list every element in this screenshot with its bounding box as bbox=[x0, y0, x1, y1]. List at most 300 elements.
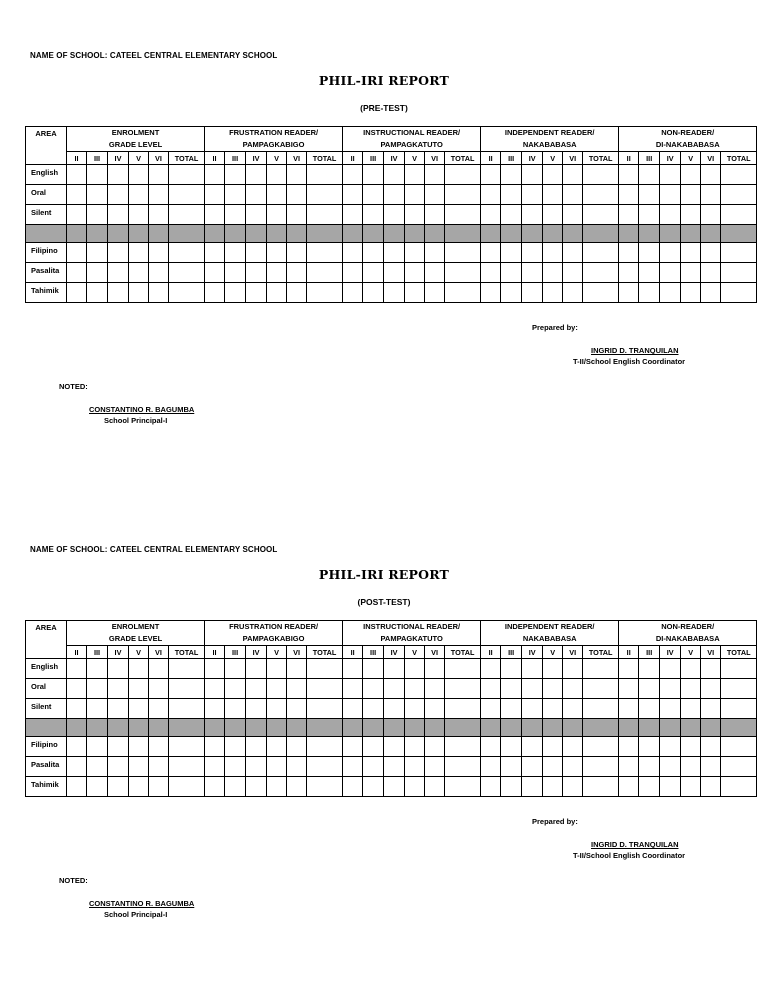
table-cell[interactable] bbox=[721, 679, 757, 699]
table-cell[interactable] bbox=[149, 699, 169, 719]
table-cell[interactable] bbox=[445, 165, 481, 185]
table-cell[interactable] bbox=[363, 777, 384, 797]
table-cell[interactable] bbox=[583, 263, 619, 283]
table-cell[interactable] bbox=[363, 225, 384, 243]
table-cell[interactable] bbox=[343, 737, 363, 757]
table-cell[interactable] bbox=[619, 757, 639, 777]
table-cell[interactable] bbox=[108, 777, 129, 797]
table-cell[interactable] bbox=[543, 243, 563, 263]
table-cell[interactable] bbox=[660, 737, 681, 757]
table-cell[interactable] bbox=[108, 225, 129, 243]
table-cell[interactable] bbox=[129, 243, 149, 263]
table-cell[interactable] bbox=[563, 777, 583, 797]
table-cell[interactable] bbox=[563, 283, 583, 303]
table-cell[interactable] bbox=[225, 757, 246, 777]
table-cell[interactable] bbox=[246, 165, 267, 185]
table-cell[interactable] bbox=[343, 243, 363, 263]
table-cell[interactable] bbox=[701, 719, 721, 737]
table-cell[interactable] bbox=[501, 679, 522, 699]
table-cell[interactable] bbox=[660, 699, 681, 719]
table-cell[interactable] bbox=[501, 165, 522, 185]
table-cell[interactable] bbox=[205, 699, 225, 719]
table-cell[interactable] bbox=[67, 737, 87, 757]
table-cell[interactable] bbox=[129, 283, 149, 303]
table-cell[interactable] bbox=[67, 757, 87, 777]
table-cell[interactable] bbox=[343, 185, 363, 205]
table-cell[interactable] bbox=[246, 757, 267, 777]
table-cell[interactable] bbox=[267, 737, 287, 757]
table-cell[interactable] bbox=[522, 225, 543, 243]
table-cell[interactable] bbox=[169, 263, 205, 283]
table-cell[interactable] bbox=[583, 243, 619, 263]
table-cell[interactable] bbox=[129, 225, 149, 243]
table-cell[interactable] bbox=[363, 205, 384, 225]
table-cell[interactable] bbox=[522, 719, 543, 737]
table-cell[interactable] bbox=[425, 757, 445, 777]
table-cell[interactable] bbox=[384, 737, 405, 757]
table-cell[interactable] bbox=[87, 699, 108, 719]
table-cell[interactable] bbox=[267, 283, 287, 303]
table-cell[interactable] bbox=[205, 225, 225, 243]
table-cell[interactable] bbox=[701, 243, 721, 263]
table-cell[interactable] bbox=[619, 243, 639, 263]
table-cell[interactable] bbox=[405, 263, 425, 283]
table-cell[interactable] bbox=[681, 165, 701, 185]
table-cell[interactable] bbox=[307, 205, 343, 225]
table-cell[interactable] bbox=[169, 243, 205, 263]
table-cell[interactable] bbox=[205, 283, 225, 303]
table-cell[interactable] bbox=[405, 165, 425, 185]
table-cell[interactable] bbox=[522, 243, 543, 263]
table-cell[interactable] bbox=[660, 243, 681, 263]
table-cell[interactable] bbox=[343, 777, 363, 797]
table-cell[interactable] bbox=[619, 737, 639, 757]
table-cell[interactable] bbox=[384, 263, 405, 283]
table-cell[interactable] bbox=[307, 659, 343, 679]
table-cell[interactable] bbox=[563, 659, 583, 679]
table-cell[interactable] bbox=[660, 757, 681, 777]
table-cell[interactable] bbox=[405, 699, 425, 719]
table-cell[interactable] bbox=[701, 757, 721, 777]
table-cell[interactable] bbox=[681, 225, 701, 243]
table-cell[interactable] bbox=[681, 699, 701, 719]
table-cell[interactable] bbox=[87, 679, 108, 699]
table-cell[interactable] bbox=[343, 679, 363, 699]
table-cell[interactable] bbox=[660, 263, 681, 283]
table-cell[interactable] bbox=[384, 679, 405, 699]
table-cell[interactable] bbox=[721, 757, 757, 777]
table-cell[interactable] bbox=[639, 263, 660, 283]
table-cell[interactable] bbox=[287, 719, 307, 737]
table-cell[interactable] bbox=[108, 679, 129, 699]
table-cell[interactable] bbox=[501, 283, 522, 303]
table-cell[interactable] bbox=[701, 737, 721, 757]
table-cell[interactable] bbox=[87, 719, 108, 737]
table-cell[interactable] bbox=[129, 699, 149, 719]
table-cell[interactable] bbox=[660, 185, 681, 205]
table-cell[interactable] bbox=[246, 205, 267, 225]
table-cell[interactable] bbox=[681, 283, 701, 303]
table-cell[interactable] bbox=[619, 283, 639, 303]
table-cell[interactable] bbox=[445, 679, 481, 699]
table-cell[interactable] bbox=[267, 205, 287, 225]
table-cell[interactable] bbox=[205, 185, 225, 205]
table-cell[interactable] bbox=[681, 777, 701, 797]
table-cell[interactable] bbox=[363, 699, 384, 719]
table-cell[interactable] bbox=[681, 737, 701, 757]
table-cell[interactable] bbox=[246, 719, 267, 737]
table-cell[interactable] bbox=[583, 225, 619, 243]
table-cell[interactable] bbox=[563, 263, 583, 283]
table-cell[interactable] bbox=[619, 679, 639, 699]
table-cell[interactable] bbox=[169, 737, 205, 757]
table-cell[interactable] bbox=[583, 283, 619, 303]
table-cell[interactable] bbox=[169, 205, 205, 225]
table-cell[interactable] bbox=[267, 699, 287, 719]
table-cell[interactable] bbox=[267, 263, 287, 283]
table-cell[interactable] bbox=[307, 263, 343, 283]
table-cell[interactable] bbox=[501, 205, 522, 225]
table-cell[interactable] bbox=[246, 699, 267, 719]
table-cell[interactable] bbox=[660, 165, 681, 185]
table-cell[interactable] bbox=[481, 659, 501, 679]
table-cell[interactable] bbox=[246, 737, 267, 757]
table-cell[interactable] bbox=[721, 699, 757, 719]
table-cell[interactable] bbox=[108, 205, 129, 225]
table-cell[interactable] bbox=[87, 243, 108, 263]
table-cell[interactable] bbox=[425, 185, 445, 205]
table-cell[interactable] bbox=[287, 659, 307, 679]
table-cell[interactable] bbox=[543, 659, 563, 679]
table-cell[interactable] bbox=[481, 185, 501, 205]
table-cell[interactable] bbox=[501, 225, 522, 243]
table-cell[interactable] bbox=[660, 659, 681, 679]
table-cell[interactable] bbox=[721, 225, 757, 243]
table-cell[interactable] bbox=[225, 205, 246, 225]
table-cell[interactable] bbox=[481, 263, 501, 283]
table-cell[interactable] bbox=[384, 205, 405, 225]
table-cell[interactable] bbox=[681, 185, 701, 205]
table-cell[interactable] bbox=[169, 777, 205, 797]
table-cell[interactable] bbox=[225, 243, 246, 263]
table-cell[interactable] bbox=[363, 679, 384, 699]
table-cell[interactable] bbox=[721, 205, 757, 225]
table-cell[interactable] bbox=[501, 757, 522, 777]
table-cell[interactable] bbox=[425, 777, 445, 797]
table-cell[interactable] bbox=[343, 757, 363, 777]
table-cell[interactable] bbox=[384, 699, 405, 719]
table-cell[interactable] bbox=[363, 243, 384, 263]
table-cell[interactable] bbox=[149, 737, 169, 757]
table-cell[interactable] bbox=[563, 719, 583, 737]
table-cell[interactable] bbox=[543, 757, 563, 777]
table-cell[interactable] bbox=[543, 719, 563, 737]
table-cell[interactable] bbox=[405, 757, 425, 777]
table-cell[interactable] bbox=[129, 757, 149, 777]
table-cell[interactable] bbox=[701, 185, 721, 205]
table-cell[interactable] bbox=[287, 699, 307, 719]
table-cell[interactable] bbox=[721, 659, 757, 679]
table-cell[interactable] bbox=[307, 283, 343, 303]
table-cell[interactable] bbox=[522, 699, 543, 719]
table-cell[interactable] bbox=[583, 777, 619, 797]
table-cell[interactable] bbox=[445, 719, 481, 737]
table-cell[interactable] bbox=[267, 777, 287, 797]
table-cell[interactable] bbox=[425, 283, 445, 303]
table-cell[interactable] bbox=[522, 757, 543, 777]
table-cell[interactable] bbox=[563, 243, 583, 263]
table-cell[interactable] bbox=[639, 243, 660, 263]
table-cell[interactable] bbox=[87, 225, 108, 243]
table-cell[interactable] bbox=[563, 165, 583, 185]
table-cell[interactable] bbox=[445, 205, 481, 225]
table-cell[interactable] bbox=[67, 777, 87, 797]
table-cell[interactable] bbox=[307, 185, 343, 205]
table-cell[interactable] bbox=[543, 263, 563, 283]
table-cell[interactable] bbox=[425, 165, 445, 185]
table-cell[interactable] bbox=[287, 185, 307, 205]
table-cell[interactable] bbox=[445, 659, 481, 679]
table-cell[interactable] bbox=[701, 225, 721, 243]
table-cell[interactable] bbox=[481, 679, 501, 699]
table-cell[interactable] bbox=[639, 719, 660, 737]
table-cell[interactable] bbox=[522, 185, 543, 205]
table-cell[interactable] bbox=[205, 205, 225, 225]
table-cell[interactable] bbox=[445, 263, 481, 283]
table-cell[interactable] bbox=[583, 679, 619, 699]
table-cell[interactable] bbox=[425, 243, 445, 263]
table-cell[interactable] bbox=[225, 165, 246, 185]
table-cell[interactable] bbox=[583, 165, 619, 185]
table-cell[interactable] bbox=[307, 737, 343, 757]
table-cell[interactable] bbox=[583, 757, 619, 777]
table-cell[interactable] bbox=[660, 777, 681, 797]
table-cell[interactable] bbox=[129, 737, 149, 757]
table-cell[interactable] bbox=[225, 737, 246, 757]
table-cell[interactable] bbox=[721, 185, 757, 205]
table-cell[interactable] bbox=[583, 737, 619, 757]
table-cell[interactable] bbox=[267, 243, 287, 263]
table-cell[interactable] bbox=[225, 679, 246, 699]
table-cell[interactable] bbox=[169, 185, 205, 205]
table-cell[interactable] bbox=[149, 679, 169, 699]
table-cell[interactable] bbox=[405, 719, 425, 737]
table-cell[interactable] bbox=[445, 699, 481, 719]
table-cell[interactable] bbox=[307, 679, 343, 699]
table-cell[interactable] bbox=[522, 679, 543, 699]
table-cell[interactable] bbox=[619, 263, 639, 283]
table-cell[interactable] bbox=[343, 719, 363, 737]
table-cell[interactable] bbox=[108, 757, 129, 777]
table-cell[interactable] bbox=[108, 659, 129, 679]
table-cell[interactable] bbox=[343, 225, 363, 243]
table-cell[interactable] bbox=[363, 659, 384, 679]
table-cell[interactable] bbox=[287, 737, 307, 757]
table-cell[interactable] bbox=[501, 777, 522, 797]
table-cell[interactable] bbox=[639, 737, 660, 757]
table-cell[interactable] bbox=[543, 283, 563, 303]
table-cell[interactable] bbox=[87, 659, 108, 679]
table-cell[interactable] bbox=[108, 283, 129, 303]
table-cell[interactable] bbox=[481, 225, 501, 243]
table-cell[interactable] bbox=[543, 737, 563, 757]
table-cell[interactable] bbox=[701, 263, 721, 283]
table-cell[interactable] bbox=[225, 185, 246, 205]
table-cell[interactable] bbox=[563, 205, 583, 225]
table-cell[interactable] bbox=[639, 679, 660, 699]
table-cell[interactable] bbox=[405, 777, 425, 797]
table-cell[interactable] bbox=[701, 679, 721, 699]
table-cell[interactable] bbox=[701, 205, 721, 225]
table-cell[interactable] bbox=[287, 679, 307, 699]
table-cell[interactable] bbox=[405, 205, 425, 225]
table-cell[interactable] bbox=[501, 659, 522, 679]
table-cell[interactable] bbox=[205, 757, 225, 777]
table-cell[interactable] bbox=[149, 185, 169, 205]
table-cell[interactable] bbox=[384, 777, 405, 797]
table-cell[interactable] bbox=[246, 283, 267, 303]
table-cell[interactable] bbox=[307, 719, 343, 737]
table-cell[interactable] bbox=[287, 205, 307, 225]
table-cell[interactable] bbox=[307, 777, 343, 797]
table-cell[interactable] bbox=[108, 737, 129, 757]
table-cell[interactable] bbox=[563, 185, 583, 205]
table-cell[interactable] bbox=[543, 777, 563, 797]
table-cell[interactable] bbox=[343, 205, 363, 225]
table-cell[interactable] bbox=[384, 719, 405, 737]
table-cell[interactable] bbox=[129, 777, 149, 797]
table-cell[interactable] bbox=[425, 205, 445, 225]
table-cell[interactable] bbox=[108, 719, 129, 737]
table-cell[interactable] bbox=[522, 205, 543, 225]
table-cell[interactable] bbox=[501, 263, 522, 283]
table-cell[interactable] bbox=[225, 225, 246, 243]
table-cell[interactable] bbox=[583, 185, 619, 205]
table-cell[interactable] bbox=[563, 757, 583, 777]
table-cell[interactable] bbox=[108, 165, 129, 185]
table-cell[interactable] bbox=[267, 757, 287, 777]
table-cell[interactable] bbox=[701, 283, 721, 303]
table-cell[interactable] bbox=[287, 777, 307, 797]
table-cell[interactable] bbox=[87, 283, 108, 303]
table-cell[interactable] bbox=[67, 659, 87, 679]
table-cell[interactable] bbox=[108, 699, 129, 719]
table-cell[interactable] bbox=[721, 719, 757, 737]
table-cell[interactable] bbox=[169, 719, 205, 737]
table-cell[interactable] bbox=[246, 679, 267, 699]
table-cell[interactable] bbox=[681, 205, 701, 225]
table-cell[interactable] bbox=[481, 283, 501, 303]
table-cell[interactable] bbox=[129, 659, 149, 679]
table-cell[interactable] bbox=[583, 205, 619, 225]
table-cell[interactable] bbox=[169, 679, 205, 699]
table-cell[interactable] bbox=[267, 719, 287, 737]
table-cell[interactable] bbox=[639, 777, 660, 797]
table-cell[interactable] bbox=[149, 283, 169, 303]
table-cell[interactable] bbox=[445, 737, 481, 757]
table-cell[interactable] bbox=[522, 263, 543, 283]
table-cell[interactable] bbox=[169, 757, 205, 777]
table-cell[interactable] bbox=[660, 225, 681, 243]
table-cell[interactable] bbox=[619, 205, 639, 225]
table-cell[interactable] bbox=[405, 283, 425, 303]
table-cell[interactable] bbox=[721, 243, 757, 263]
table-cell[interactable] bbox=[425, 659, 445, 679]
table-cell[interactable] bbox=[287, 243, 307, 263]
table-cell[interactable] bbox=[149, 243, 169, 263]
table-cell[interactable] bbox=[87, 185, 108, 205]
table-cell[interactable] bbox=[108, 263, 129, 283]
table-cell[interactable] bbox=[681, 757, 701, 777]
table-cell[interactable] bbox=[405, 243, 425, 263]
table-cell[interactable] bbox=[543, 679, 563, 699]
table-cell[interactable] bbox=[246, 777, 267, 797]
table-cell[interactable] bbox=[87, 263, 108, 283]
table-cell[interactable] bbox=[108, 185, 129, 205]
table-cell[interactable] bbox=[149, 165, 169, 185]
table-cell[interactable] bbox=[307, 165, 343, 185]
table-cell[interactable] bbox=[87, 165, 108, 185]
table-cell[interactable] bbox=[267, 165, 287, 185]
table-cell[interactable] bbox=[246, 185, 267, 205]
table-cell[interactable] bbox=[129, 719, 149, 737]
table-cell[interactable] bbox=[619, 719, 639, 737]
table-cell[interactable] bbox=[639, 185, 660, 205]
table-cell[interactable] bbox=[205, 659, 225, 679]
table-cell[interactable] bbox=[363, 737, 384, 757]
table-cell[interactable] bbox=[721, 283, 757, 303]
table-cell[interactable] bbox=[639, 659, 660, 679]
table-cell[interactable] bbox=[363, 757, 384, 777]
table-cell[interactable] bbox=[639, 757, 660, 777]
table-cell[interactable] bbox=[67, 165, 87, 185]
table-cell[interactable] bbox=[287, 757, 307, 777]
table-cell[interactable] bbox=[481, 777, 501, 797]
table-cell[interactable] bbox=[619, 165, 639, 185]
table-cell[interactable] bbox=[343, 263, 363, 283]
table-cell[interactable] bbox=[660, 205, 681, 225]
table-cell[interactable] bbox=[583, 659, 619, 679]
table-cell[interactable] bbox=[205, 165, 225, 185]
table-cell[interactable] bbox=[384, 225, 405, 243]
table-cell[interactable] bbox=[681, 263, 701, 283]
table-cell[interactable] bbox=[660, 719, 681, 737]
table-cell[interactable] bbox=[87, 737, 108, 757]
table-cell[interactable] bbox=[405, 659, 425, 679]
table-cell[interactable] bbox=[307, 699, 343, 719]
table-cell[interactable] bbox=[129, 165, 149, 185]
table-cell[interactable] bbox=[701, 165, 721, 185]
table-cell[interactable] bbox=[563, 679, 583, 699]
table-cell[interactable] bbox=[425, 263, 445, 283]
table-cell[interactable] bbox=[445, 225, 481, 243]
table-cell[interactable] bbox=[619, 659, 639, 679]
table-cell[interactable] bbox=[67, 243, 87, 263]
table-cell[interactable] bbox=[205, 679, 225, 699]
table-cell[interactable] bbox=[225, 777, 246, 797]
table-cell[interactable] bbox=[246, 243, 267, 263]
table-cell[interactable] bbox=[225, 719, 246, 737]
table-cell[interactable] bbox=[701, 659, 721, 679]
table-cell[interactable] bbox=[563, 699, 583, 719]
table-cell[interactable] bbox=[405, 225, 425, 243]
table-cell[interactable] bbox=[445, 757, 481, 777]
table-cell[interactable] bbox=[445, 243, 481, 263]
table-cell[interactable] bbox=[149, 659, 169, 679]
table-cell[interactable] bbox=[563, 737, 583, 757]
table-cell[interactable] bbox=[225, 283, 246, 303]
table-cell[interactable] bbox=[225, 263, 246, 283]
